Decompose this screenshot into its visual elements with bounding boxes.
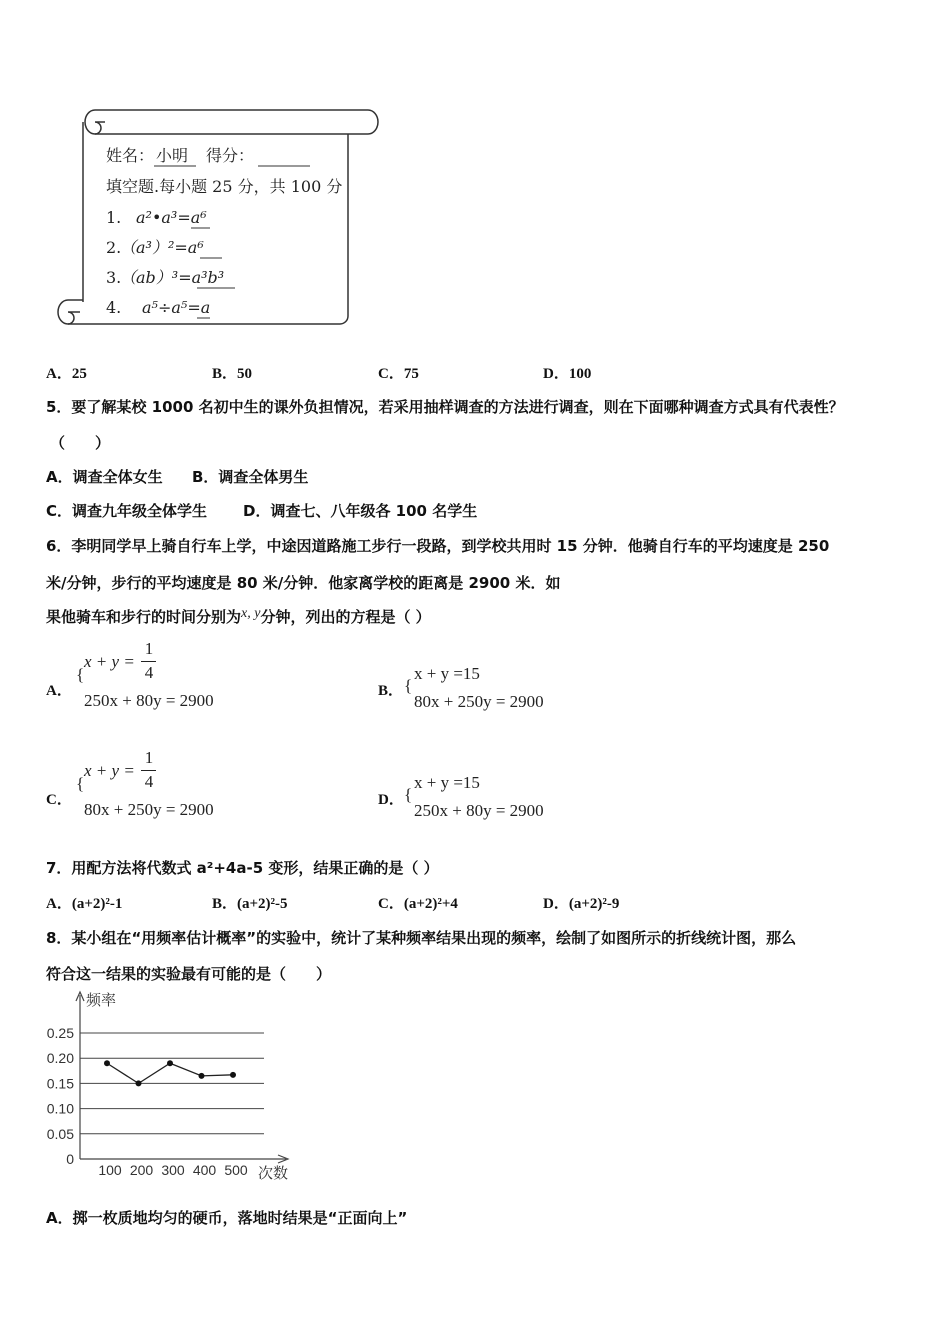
scroll-item3: （ab）³=a³b³ [120,268,225,287]
q6-option-d-eq2: 250x + 80y = 2900 [414,801,544,820]
y-tick-label: 0 [66,1151,74,1167]
q6-option-a-frac-num: 1 [144,639,154,658]
data-point [230,1072,236,1078]
q6-line3: 果他骑车和步行的时间分别为x, y分钟，列出的方程是（ ） [46,606,431,626]
scroll-item2-num: 2. [106,238,122,257]
q6-option-b-letter[interactable]: B． [378,683,404,699]
scroll-drawing [50,104,380,336]
scroll-item1: a²•a³=a⁶ [136,208,207,227]
q6-option-c-eq1: x + y = [84,761,135,780]
q8-line1: 8．某小组在“用频率估计概率”的实验中，统计了某种频率结果出现的频率，绘制了如图所示的折线统计图，那么 [46,929,797,947]
data-point [167,1060,173,1066]
x-tick-label: 500 [224,1162,248,1178]
q6-option-a-frac-den: 4 [144,663,154,682]
data-point [104,1060,110,1066]
q4-option-a[interactable]: A．25 [46,366,87,382]
scroll-name-value: 小明 [156,146,189,165]
q6-option-b-brace: { [404,676,413,695]
q7-stem: 7．用配方法将代数式 a²+4a-5 变形，结果正确的是（ ） [46,859,439,877]
q6-option-b-eq1: x + y =15 [414,664,480,683]
q5-option-a[interactable]: A．调查全体女生 [46,468,163,486]
q6-option-d-brace: { [404,785,413,804]
q4-option-c[interactable]: C．75 [378,366,419,382]
q6-option-d-eq1: x + y =15 [414,773,480,792]
q6-option-c-frac-bar [141,770,156,771]
scroll-item4: a⁵÷a⁵=a [142,298,211,317]
q6-option-a-frac-bar [141,661,156,662]
y-tick-label: 0.25 [46,1025,74,1041]
q6-option-a-brace: { [76,665,85,684]
x-tick-label: 100 [98,1162,122,1178]
q5-option-b[interactable]: B．调查全体男生 [192,468,309,486]
x-tick-label: 200 [129,1162,154,1178]
scroll-instructions: 填空题.每小题 25 分，共 100 分 [106,177,343,196]
y-tick-label: 0.05 [46,1125,74,1142]
chart-ylabel: 频率 [86,992,117,1009]
scroll-item1-num: 1. [106,208,122,227]
q6-option-a-letter[interactable]: A． [46,683,72,699]
q5-stem: 5．要了解某校 1000 名初中生的课外负担情况，若采用抽样调查的方法进行调查，则在下面哪种调查方式具有代表性？ [46,398,844,416]
q7-option-a[interactable]: A．(a+2)²-1 [46,896,123,912]
q8-line2: 符合这一结果的实验最有可能的是（ ） [46,965,332,983]
q7-option-c[interactable]: C．(a+2)²+4 [378,896,458,912]
scroll-score-label: 得分： [206,146,255,165]
q6-option-a-eq2: 250x + 80y = 2900 [84,691,214,710]
q6-option-c-letter[interactable]: C． [46,792,72,808]
scroll-figure [50,104,380,336]
q4-option-d[interactable]: D．100 [543,366,592,382]
q6-option-d-letter[interactable]: D． [378,792,404,808]
y-tick-label: 0.15 [46,1075,74,1092]
q8-option-a[interactable]: A．掷一枚质地均匀的硬币，落地时结果是“正面向上” [46,1209,408,1227]
scroll-name-label: 姓名： [106,146,155,165]
x-tick-label: 400 [192,1162,217,1178]
q6-option-b-eq2: 80x + 250y = 2900 [414,692,544,711]
data-point [199,1073,205,1079]
q5-paren: （ ） [50,434,111,452]
y-tick-label: 0.10 [46,1100,74,1117]
q7-option-d[interactable]: D．(a+2)²-9 [543,896,620,912]
q6-line1: 6．李明同学早上骑自行车上学，中途因道路施工步行一段路，到学校共用时 15 分钟．他骑自行车的平均速度是 250 [46,537,830,555]
q6-option-c-frac-den: 4 [144,772,154,791]
frequency-chart [36,985,306,1189]
q6-option-a-eq1: x + y = [84,652,135,671]
q7-option-b[interactable]: B．(a+2)²-5 [212,896,288,912]
y-tick-label: 0.20 [46,1050,74,1067]
x-tick-label: 300 [161,1162,185,1178]
q5-option-c[interactable]: C．调查九年级全体学生 [46,502,208,520]
q6-line2: 米/分钟，步行的平均速度是 80 米/分钟．他家离学校的距离是 2900 米．如 [46,574,561,592]
q6-option-c-frac-num: 1 [144,748,154,767]
series-line [107,1063,233,1083]
chart-xlabel: 次数 [258,1165,289,1182]
scroll-item4-num: 4. [106,298,122,317]
q5-option-d[interactable]: D．调查七、八年级各 100 名学生 [243,502,478,520]
q6-option-c-eq2: 80x + 250y = 2900 [84,800,214,819]
data-point [136,1080,142,1086]
q6-option-c-brace: { [76,774,85,793]
scroll-item3-num: 3. [106,268,122,287]
q6-vars: x, y [241,606,261,621]
scroll-item2: （a³）²=a⁶ [120,238,204,257]
chart-svg [36,985,306,1185]
q4-option-b[interactable]: B．50 [212,366,253,382]
